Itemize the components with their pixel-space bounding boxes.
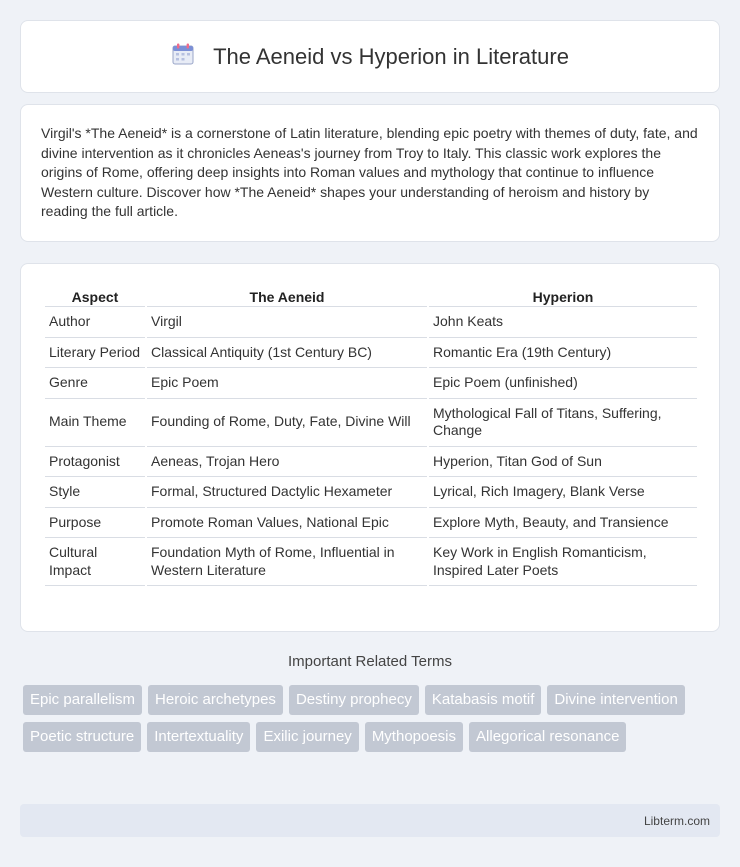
table-header-row: [45, 284, 697, 307]
cell-hyperion: Key Work in English Romanticism, Inspired Later Poets: [429, 538, 697, 586]
tag-divine-intervention[interactable]: Divine intervention: [547, 685, 684, 715]
cell-aspect: Genre: [45, 368, 145, 399]
cell-aeneid: Epic Poem: [147, 368, 427, 399]
table-row: [45, 508, 697, 539]
comparison-table: [43, 284, 699, 586]
page-title: The Aeneid vs Hyperion in Literature: [213, 43, 569, 69]
intro-text: Virgil's *The Aeneid* is a cornerstone of Latin literature, blending epic poetry with themes of duty, fate, and divine intervention as it chronicles Aeneas's journey from Troy to Italy. This classic work explores the origins of Rome, offering deep insights into Roman values and mythology that continue to influence Western culture. Discover how *The Aeneid* shapes your understanding of heroism and history by reading the full article.: [41, 125, 698, 220]
table-row: [45, 307, 697, 338]
header-aeneid: The Aeneid: [147, 284, 427, 307]
cell-hyperion: Epic Poem (unfinished): [429, 368, 697, 399]
cell-hyperion: Explore Myth, Beauty, and Transience: [429, 508, 697, 539]
tag-mythopoesis[interactable]: Mythopoesis: [365, 722, 463, 752]
table-row: [45, 338, 697, 369]
cell-aspect: Main Theme: [45, 399, 145, 447]
footer: [20, 804, 720, 837]
tag-intertextuality[interactable]: Intertextuality: [147, 722, 250, 752]
tag-poetic-structure[interactable]: Poetic structure: [23, 722, 141, 752]
header-hyperion: Hyperion: [429, 284, 697, 307]
tag-exilic-journey[interactable]: Exilic journey: [256, 722, 358, 752]
tag-katabasis-motif[interactable]: Katabasis motif: [425, 685, 542, 715]
related-tags: [23, 685, 723, 759]
table-row: [45, 477, 697, 508]
cell-aeneid: Virgil: [147, 307, 427, 338]
cell-aeneid: Founding of Rome, Duty, Fate, Divine Will: [147, 399, 427, 447]
tag-destiny-prophecy[interactable]: Destiny prophecy: [289, 685, 419, 715]
title-wrap: [171, 42, 569, 71]
cell-aeneid: Classical Antiquity (1st Century BC): [147, 338, 427, 369]
cell-hyperion: John Keats: [429, 307, 697, 338]
header-card: [20, 20, 720, 93]
cell-aspect: Protagonist: [45, 447, 145, 478]
cell-aeneid: Foundation Myth of Rome, Influential in Western Literature: [147, 538, 427, 586]
footer-brand-link[interactable]: Libterm.com: [643, 813, 710, 828]
cell-aspect: Purpose: [45, 508, 145, 539]
table-row: [45, 399, 697, 447]
cell-aeneid: Promote Roman Values, National Epic: [147, 508, 427, 539]
cell-aspect: Style: [45, 477, 145, 508]
cell-aeneid: Aeneas, Trojan Hero: [147, 447, 427, 478]
calendar-icon: [171, 42, 195, 71]
table-row: [45, 538, 697, 586]
tag-allegorical-resonance[interactable]: Allegorical resonance: [469, 722, 626, 752]
comparison-card: [20, 263, 720, 632]
intro-card: [20, 104, 720, 242]
cell-aeneid: Formal, Structured Dactylic Hexameter: [147, 477, 427, 508]
header-aspect: Aspect: [45, 284, 145, 307]
table-row: [45, 447, 697, 478]
tag-epic-parallelism[interactable]: Epic parallelism: [23, 685, 142, 715]
cell-hyperion: Mythological Fall of Titans, Suffering, Change: [429, 399, 697, 447]
cell-aspect: Author: [45, 307, 145, 338]
table-row: [45, 368, 697, 399]
cell-aspect: Cultural Impact: [45, 538, 145, 586]
related-terms-title: Important Related Terms: [288, 653, 452, 670]
cell-hyperion: Hyperion, Titan God of Sun: [429, 447, 697, 478]
tag-heroic-archetypes[interactable]: Heroic archetypes: [148, 685, 283, 715]
cell-hyperion: Romantic Era (19th Century): [429, 338, 697, 369]
cell-aspect: Literary Period: [45, 338, 145, 369]
cell-hyperion: Lyrical, Rich Imagery, Blank Verse: [429, 477, 697, 508]
